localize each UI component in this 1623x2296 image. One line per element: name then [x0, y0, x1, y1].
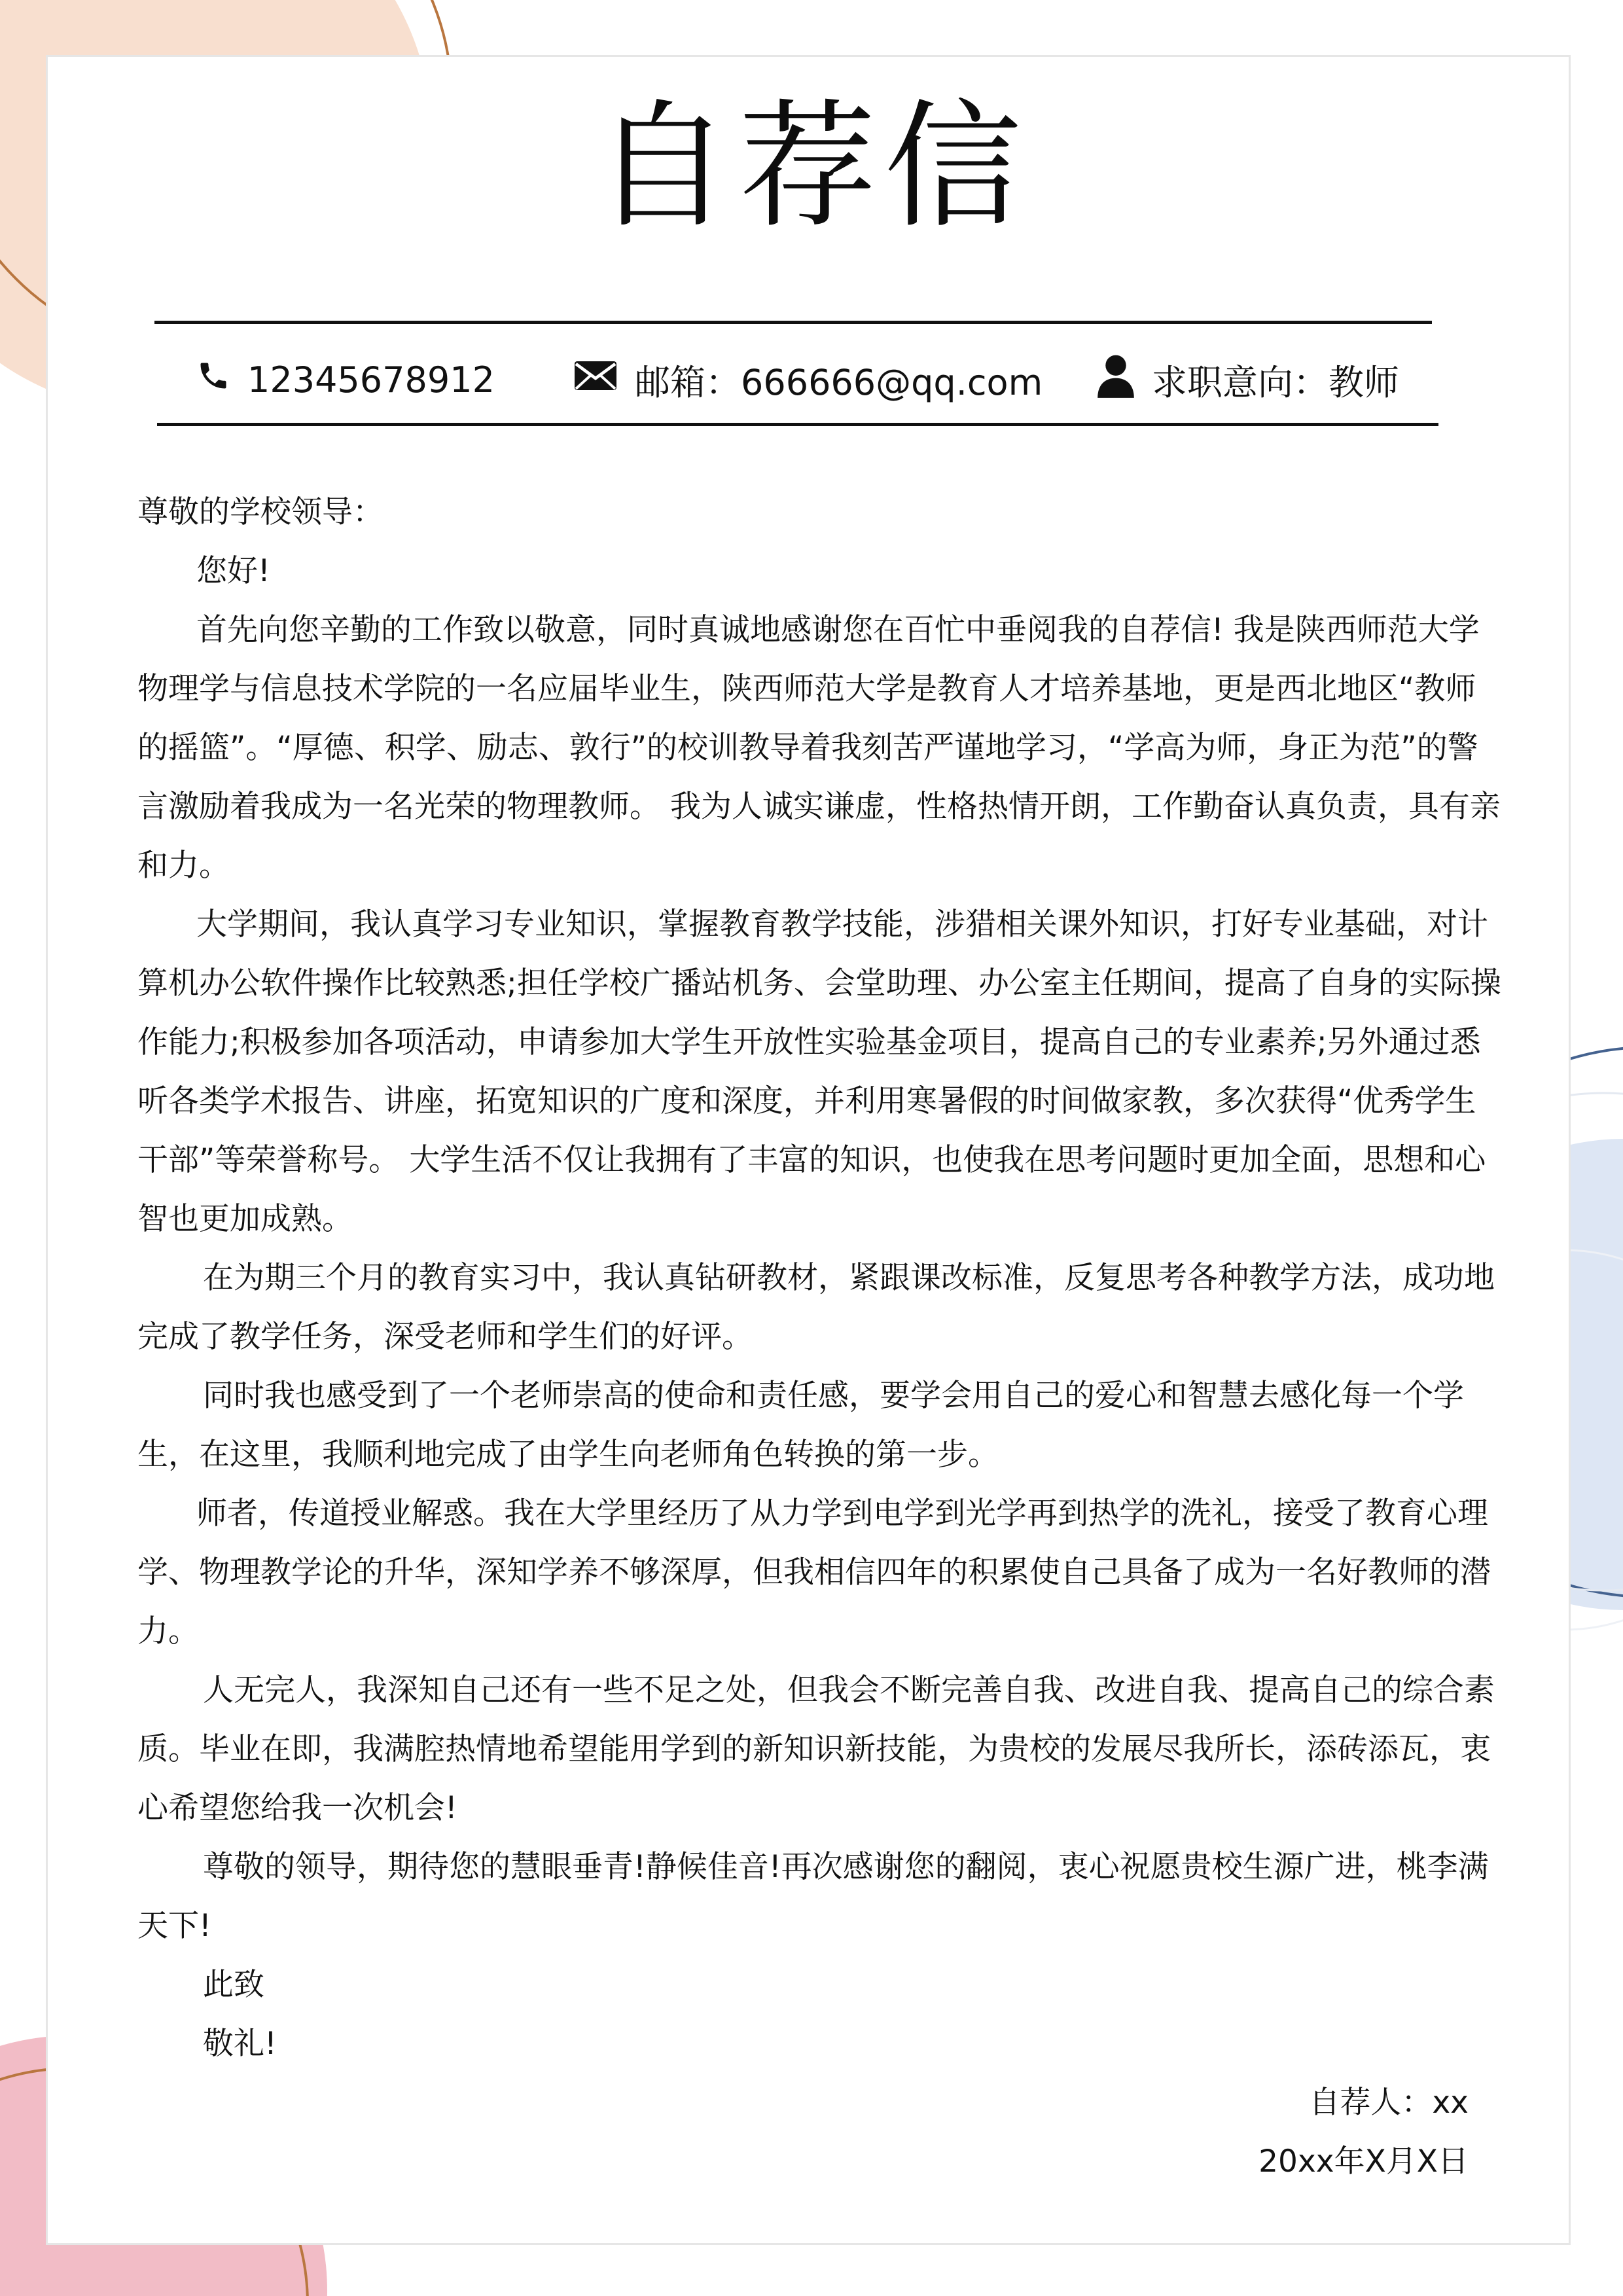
letter-paragraph: 首先向您辛勤的工作致以敬意，同时真诚地感谢您在百忙中垂阅我的自荐信! 我是陕西师范大学物理学与信息技术学院的一名应届毕业生，陕西师范大学是教育人才培养基地，更是西北地区“教师的摇篮”。“厚德、积学、励志、敦行”的校训教导着我刻苦严谨地学习，“学高为师，身正为范”的警言激励着我成为一名光荣的物理教师。 我为人诚实谦虚，性格热情开朗，工作勤奋认真负责，具有亲和力。 [137, 612, 1501, 884]
envelope-icon [573, 359, 618, 401]
person-icon [1097, 353, 1135, 406]
letter-paragraph: 在为期三个月的教育实习中，我认真钻研教材，紧跟课改标准，反复思考各种教学方法，成功地完成了教学任务，深受老师和学生们的好评。 [137, 1260, 1495, 1355]
job-intention-text: 求职意向：教师 [1152, 361, 1399, 403]
contact-phone [196, 353, 495, 406]
letter-paragraph: 尊敬的领导，期待您的慧眼垂青!静候佳音!再次感谢您的翻阅，衷心祝愿贵校生源广进，桃李满天下! [137, 1849, 1489, 1944]
letter-paragraph: 同时我也感受到了一个老师崇高的使命和责任感，要学会用自己的爱心和智慧去感化每一个学生，在这里，我顺利地完成了由学生向老师角色转换的第一步。 [137, 1378, 1464, 1473]
phone-icon [196, 359, 230, 401]
letter-closing-2: 敬礼! [203, 2026, 277, 2062]
letter-body [137, 483, 1505, 2073]
header-bottom-rule [157, 423, 1438, 426]
phone-number: 12345678912 [247, 359, 495, 401]
contact-job-intention [1097, 353, 1399, 406]
letter-paragraph: 大学期间，我认真学习专业知识，掌握教育教学技能，涉猎相关课外知识，打好专业基础，对计算机办公软件操作比较熟悉;担任学校广播站机务、会堂助理、办公室主任期间，提高了自身的实际操作能力;积极参加各项活动，申请参加大学生开放性实验基金项目，提高自己的专业素养;另外通过悉听各类学术报告、讲座，拓宽知识的广度和深度，并利用寒暑假的时间做家教，多次获得“优秀学生干部”等荣誉称号。 大学生活不仅让我拥有了丰富的知识，也使我在思考问题时更加全面，思想和心智也更加成熟。 [137, 906, 1501, 1237]
header-top-rule [154, 321, 1432, 324]
letter-salutation: 尊敬的学校领导： [137, 494, 383, 530]
email-text: 邮箱：666666@qq.com [635, 361, 1043, 403]
letter-closing-1: 此致 [203, 1967, 264, 2003]
letter-paragraph: 师者，传道授业解惑。我在大学里经历了从力学到电学到光学再到热学的洗礼，接受了教育心理学、物理教学论的升华，深知学养不够深厚，但我相信四年的积累使自己具备了成为一名好教师的潜力。 [137, 1496, 1491, 1649]
letter-paragraph: 人无完人，我深知自己还有一些不足之处，但我会不断完善自我、改进自我、提高自己的综合素质。毕业在即，我满腔热情地希望能用学到的新知识新技能，为贵校的发展尽我所长，添砖添瓦，衷心希望您给我一次机会! [137, 1672, 1495, 1826]
contact-email [573, 353, 1043, 406]
letter-greeting: 您好! [196, 553, 270, 589]
letter-date: 20xx年X月X日 [1258, 2144, 1469, 2179]
letter-signature: 自荐人：xx [1309, 2085, 1469, 2121]
document-title: 自荐信 [593, 86, 1029, 247]
